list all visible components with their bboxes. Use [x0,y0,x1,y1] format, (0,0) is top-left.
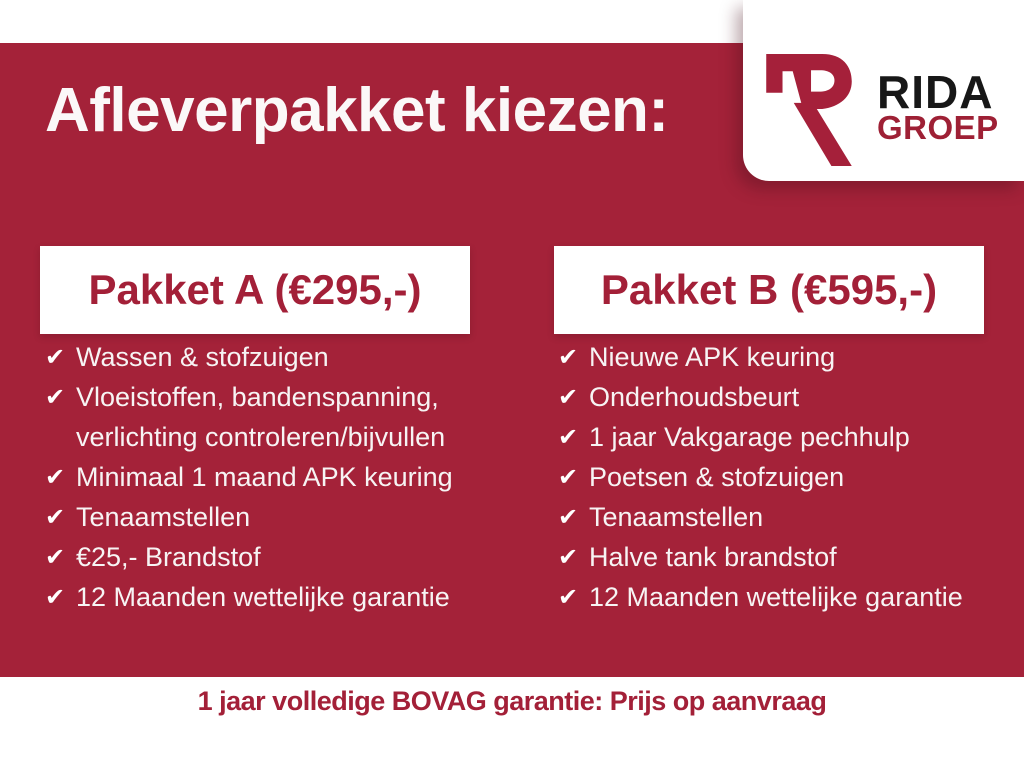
package-b-list [558,337,1003,617]
check-icon: ✔ [45,503,66,531]
list-item-text: 1 jaar Vakgarage pechhulp [589,421,910,452]
package-a-list [45,337,490,617]
check-icon: ✔ [45,543,66,571]
footer-white-strip [0,677,1024,768]
list-item-text: Poetsen & stofzuigen [589,461,845,492]
list-item [558,377,1003,417]
check-icon: ✔ [558,503,579,531]
rida-r-monogram-icon [765,54,853,166]
logo-plate [743,0,1024,181]
list-item-text: Nieuwe APK keuring [589,341,836,372]
package-b-header [554,246,984,334]
list-item [558,457,1003,497]
list-item-text: Tenaamstellen [76,501,251,532]
list-item [45,497,490,537]
list-item [558,537,1003,577]
package-b-title: Pakket B (€595,-) [600,266,938,313]
check-icon: ✔ [558,463,579,491]
list-item-text: €25,- Brandstof [76,541,261,572]
list-item-text: Wassen & stofzuigen [76,341,329,372]
package-a-title: Pakket A (€295,-) [88,266,422,313]
brand-name: RIDA [877,66,994,118]
list-item [558,337,1003,377]
package-a-header [40,246,470,334]
check-icon: ✔ [45,583,66,611]
list-item-text: Minimaal 1 maand APK keuring [76,461,453,492]
list-item [45,537,490,577]
list-item-text: Halve tank brandstof [589,541,837,572]
list-item-text: Vloeistoffen, bandenspanning, [76,381,439,412]
check-icon: ✔ [45,463,66,491]
footer-guarantee-text: 1 jaar volledige BOVAG garantie: Prijs op aanvraag [197,686,827,716]
list-item [558,497,1003,537]
check-icon: ✔ [558,423,579,451]
check-icon: ✔ [558,543,579,571]
list-item [558,577,1003,617]
list-item-text: verlichting controleren/bijvullen [76,421,446,452]
list-item [45,577,490,617]
list-item-text: Onderhoudsbeurt [589,381,800,412]
check-icon: ✔ [558,583,579,611]
list-item-text: Tenaamstellen [589,501,764,532]
list-item-text: 12 Maanden wettelijke garantie [589,581,963,612]
list-item [45,377,490,417]
check-icon: ✔ [45,383,66,411]
list-item [45,457,490,497]
list-item [558,417,1003,457]
page-title: Afleverpakket kiezen: [45,76,669,145]
list-item-continuation [45,417,490,457]
check-icon: ✔ [558,383,579,411]
check-icon: ✔ [45,343,66,371]
check-icon: ✔ [558,343,579,371]
list-item-text: 12 Maanden wettelijke garantie [76,581,450,612]
list-item [45,337,490,377]
brand-subtitle: GROEP [877,109,999,146]
